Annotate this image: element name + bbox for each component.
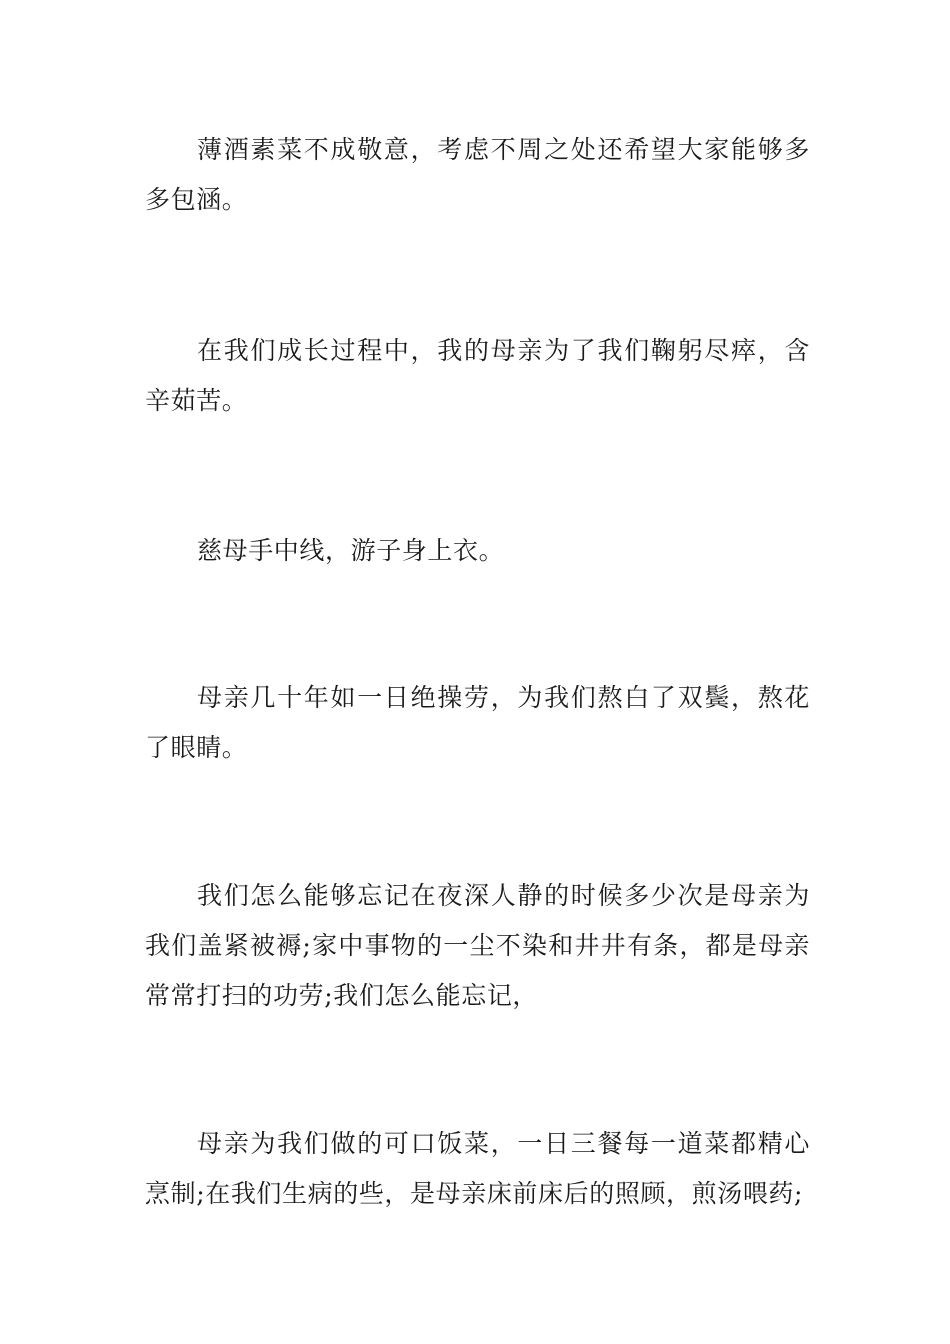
paragraph-1: 薄酒素菜不成敬意，考虑不周之处还希望大家能够多多包涵。	[145, 135, 810, 214]
paragraph-3: 慈母手中线，游子身上衣。	[197, 536, 505, 565]
paragraph-2: 在我们成长过程中，我的母亲为了我们鞠躬尽瘁，含辛茹苦。	[145, 336, 810, 415]
paragraph-6: 母亲为我们做的可口饭菜，一日三餐每一道菜都精心烹制;在我们生病的些，是母亲床前床后的照顾，煎汤喂药;	[145, 1129, 810, 1208]
paragraph-5: 我们怎么能够忘记在夜深人静的时候多少次是母亲为我们盖紧被褥;家中事物的一尘不染和井井有条，都是母亲常常打扫的功劳;我们怎么能忘记，	[145, 881, 810, 1010]
paragraph-4: 母亲几十年如一日绝操劳，为我们熬白了双鬓，熬花了眼睛。	[145, 683, 810, 762]
